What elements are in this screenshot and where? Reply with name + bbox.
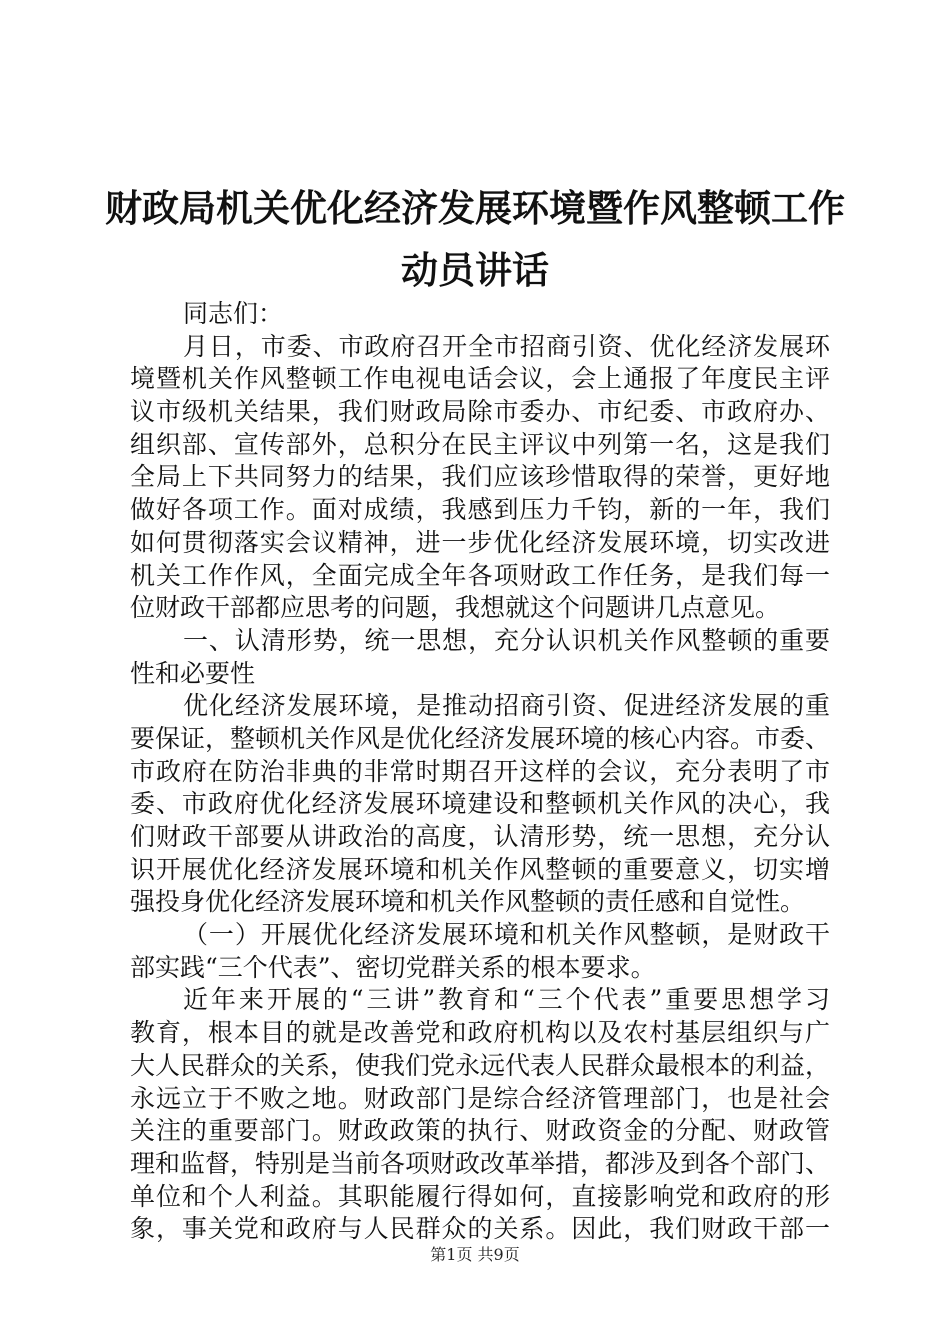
body-line: 组织部、宣传部外，总积分在民主评议中列第一名，这是我们 [130,429,830,459]
body-line: 识开展优化经济发展环境和机关作风整顿的重要意义，切实增 [130,854,830,884]
body-line: 委、市政府优化经济发展环境建设和整顿机关作风的决心，我 [130,789,830,819]
body-line: 永远立于不败之地。财政部门是综合经济管理部门，也是社会 [130,1083,830,1113]
document-body [130,298,830,1246]
body-line: 优化经济发展环境，是推动招商引资、促进经济发展的重 [183,691,830,721]
section-heading: 性和必要性 [130,658,256,688]
body-line: 近年来开展的“三讲”教育和“三个代表”重要思想学习 [183,985,830,1015]
subsection-heading: 部实践“三个代表”、密切党群关系的根本要求。 [130,952,656,982]
body-line: 单位和个人利益。其职能履行得如何，直接影响党和政府的形 [130,1181,830,1211]
body-line: 位财政干部都应思考的问题，我想就这个问题讲几点意见。 [130,593,781,623]
document-title-line-2: 动员讲话 [401,248,549,292]
body-line: 机关工作作风，全面完成全年各项财政工作任务，是我们每一 [130,560,830,590]
body-line: 如何贯彻落实会议精神，进一步优化经济发展环境，切实改进 [130,527,830,557]
body-line: 议市级机关结果，我们财政局除市委办、市纪委、市政府办、 [130,397,830,427]
body-line: 教育，根本目的就是改善党和政府机构以及农村基层组织与广 [130,1018,830,1048]
salutation: 同志们： [183,299,284,328]
body-line: 全局上下共同努力的结果，我们应该珍惜取得的荣誉，更好地 [130,462,830,492]
body-line: 月日，市委、市政府召开全市招商引资、优化经济发展环 [183,331,830,361]
body-line: 理和监督，特别是当前各项财政改革举措，都涉及到各个部门、 [130,1148,831,1178]
body-line: 要保证，整顿机关作风是优化经济发展环境的核心内容。市委、 [130,723,831,753]
body-line: 象，事关党和政府与人民群众的关系。因此，我们财政干部一 [130,1214,830,1244]
section-heading: 一、认清形势，统一思想，充分认识机关作风整顿的重要 [183,625,830,655]
body-line: 市政府在防治非典的非常时期召开这样的会议，充分表明了市 [130,756,830,786]
body-line: 们财政干部要从讲政治的高度，认清形势，统一思想，充分认 [130,822,830,851]
document-title-line-1: 财政局机关优化经济发展环境暨作风整顿工作 [105,186,845,230]
body-line: 强投身优化经济发展环境和机关作风整顿的责任感和自觉性。 [130,887,806,917]
body-line: 境暨机关作风整顿工作电视电话会议，会上通报了年度民主评 [130,364,830,394]
body-line: 大人民群众的关系，使我们党永远代表人民群众最根本的利益， [130,1050,831,1080]
subsection-heading: （一）开展优化经济发展环境和机关作风整顿，是财政干 [183,920,830,950]
page-number-footer: 第1页 共9页 [430,1245,520,1264]
body-line: 关注的重要部门。财政政策的执行、财政资金的分配、财政管 [130,1116,830,1146]
body-line: 做好各项工作。面对成绩，我感到压力千钧，新的一年，我们 [130,495,830,525]
